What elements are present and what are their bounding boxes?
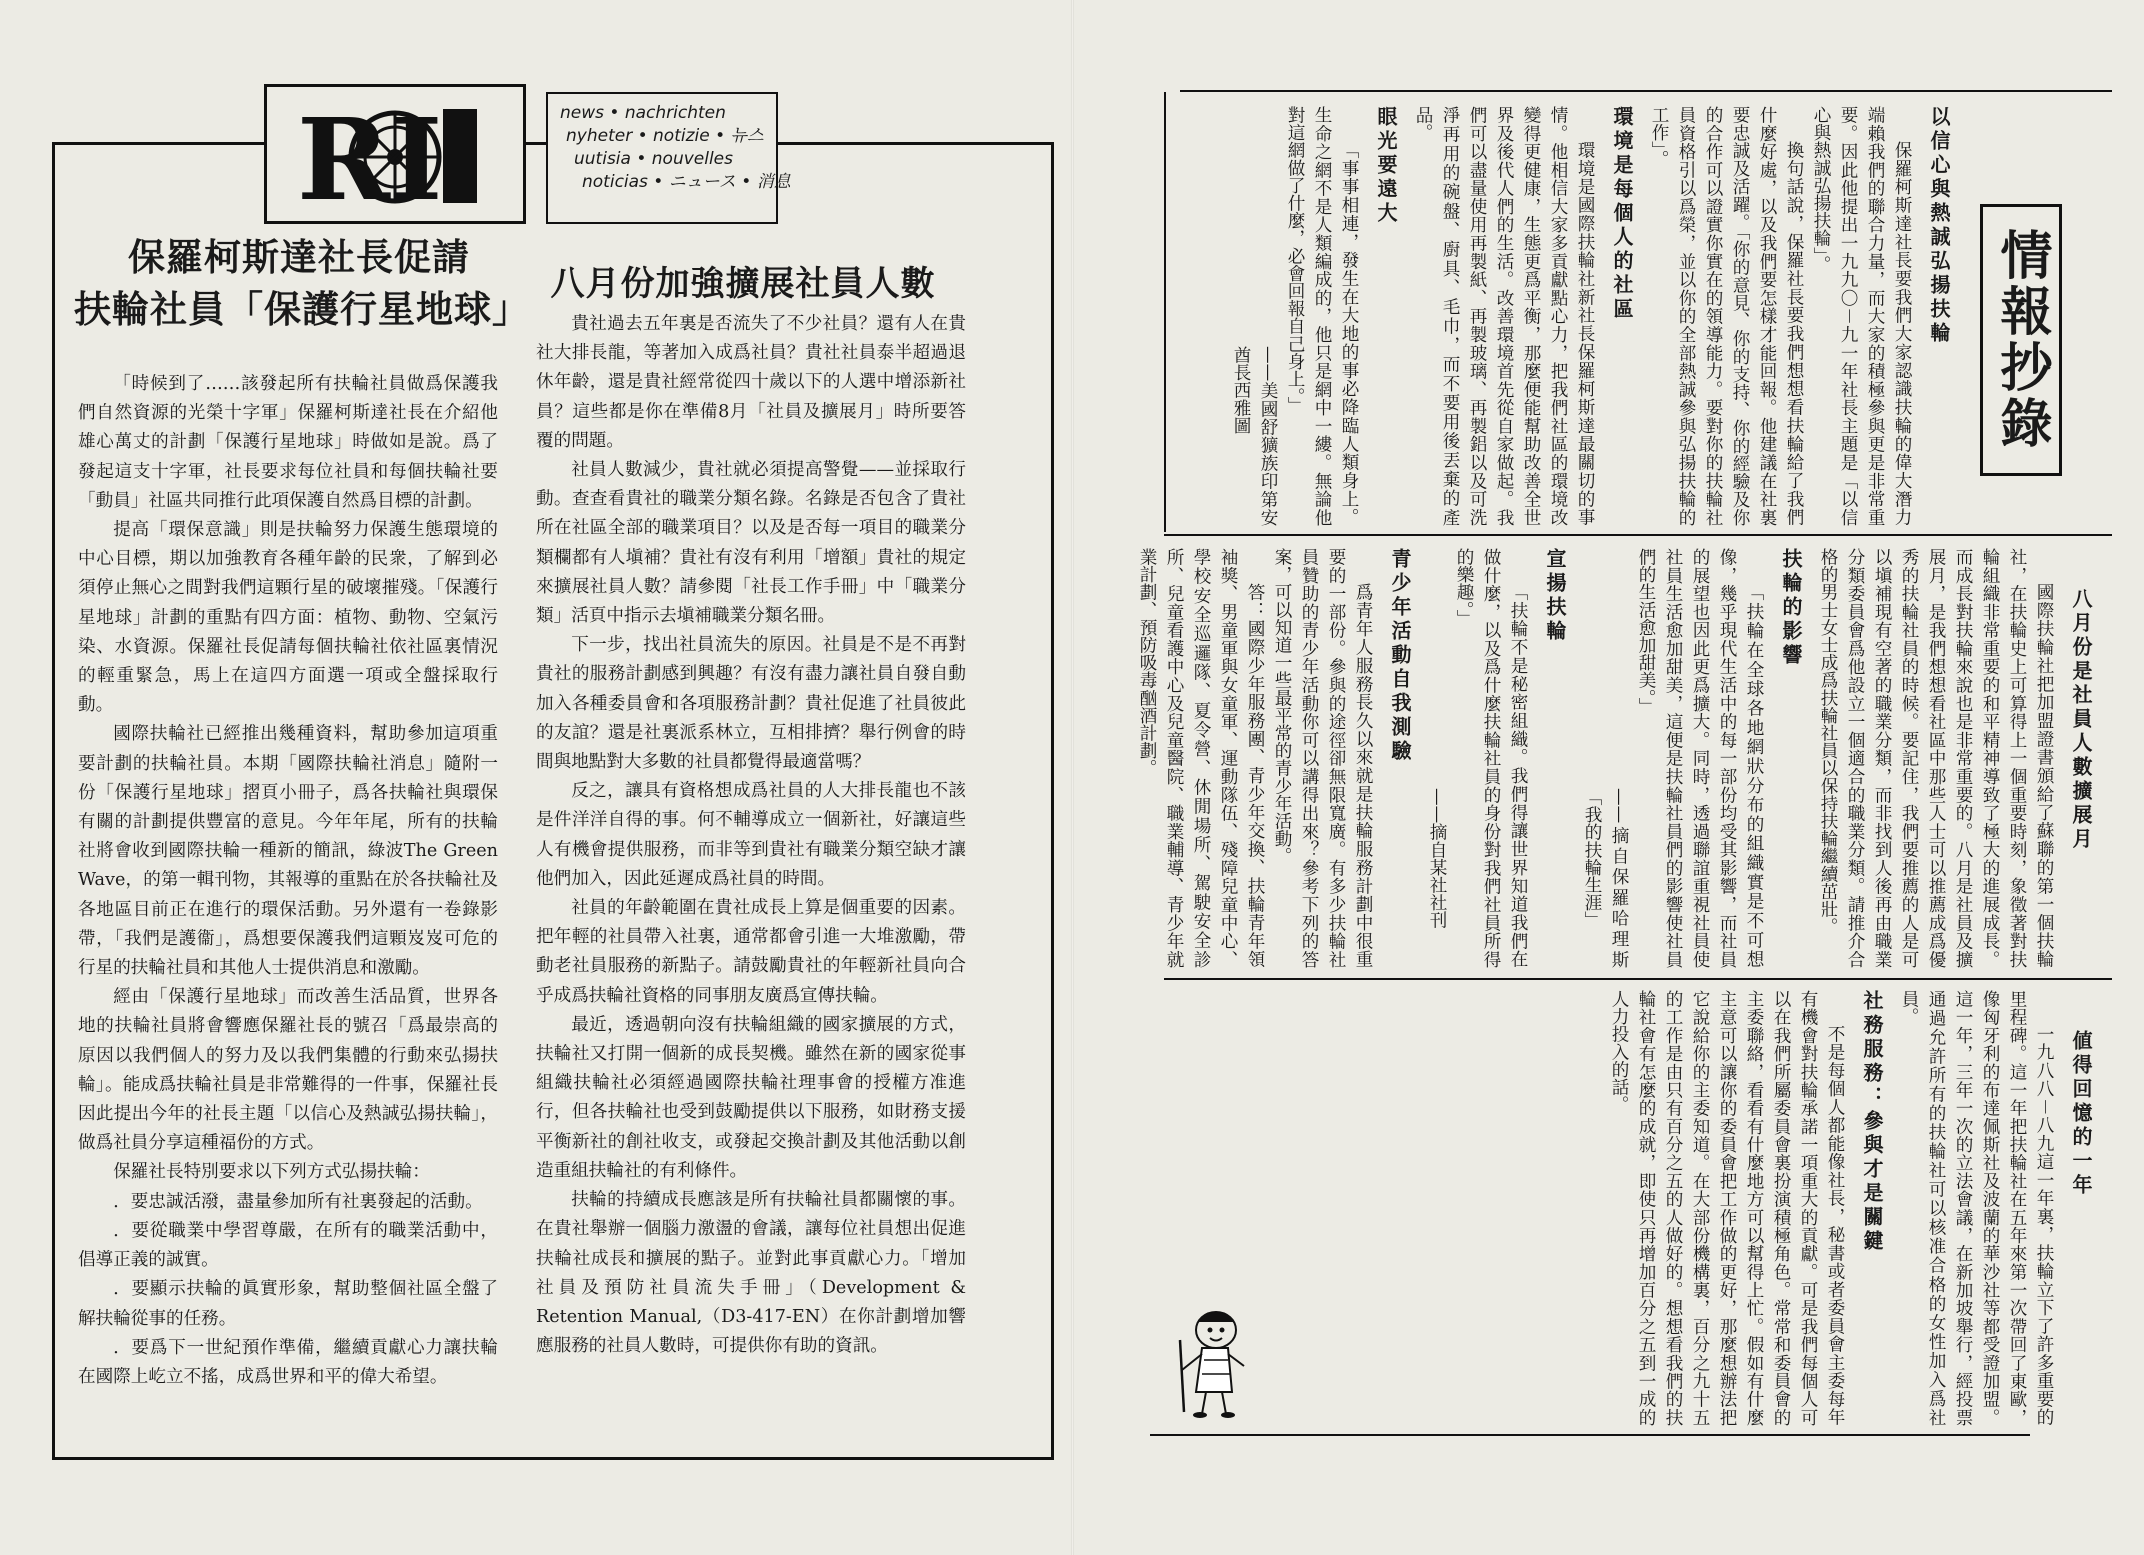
section1-heading-1: 以信心與熱誠弘揚扶輪 <box>1927 106 1951 346</box>
page-fold <box>1071 0 1074 1555</box>
logo-letter-r: RI <box>297 95 443 221</box>
news-line-4: noticias • ニュース • 消息 <box>582 172 791 192</box>
section2-heading-2: 扶輪的影響 <box>1779 548 1803 668</box>
article1-paragraph: 「時候到了……該發起所有扶輪社員做爲保護我們自然資源的光榮十字軍」保羅柯斯達社長在介紹他雄心萬丈的計劃「保護行星地球」時做如是說。爲了發起這支十字軍，社長要求每位社員和每個扶輪社要「動員」社區共同推行此項保護自然爲目標的計劃。 <box>78 374 498 511</box>
middle-rule <box>1164 534 2112 536</box>
ri-logo <box>264 84 526 224</box>
section2-source-2: ——摘自某社社刊 <box>1427 788 1447 929</box>
section1-paragraph: 換句話說，保羅社長要我們想想看扶輪給了我們什麼好處，以及我們要怎樣才能回報。他建議在社裏要忠誠及活躍。「你的意見、你的支持、你的經驗及你的合作可以證實你實在的領導能力。要對你的扶輪社員資格引以爲榮，並以你的全部熱誠參與弘揚扶輪的工作」。 <box>1649 106 1804 526</box>
section3-paragraph: 不是每個人都能像社長，秘書或者委員會主委每年有機會對扶輪承諾一項重大的貢獻。可是我們每個人可以在我們所屬委員會裏扮演積極角色。常常和委員會的主委聯絡，看看有什麼地方可以幫得上忙。假如有什麼主意可以讓你的委員會把工作做的更好，那麼想辦法把它說給你的主委知道。在大部份機構裏，百分之九十五的工作是由只有百分之五的人做好的。想想看我們的扶輪社會有怎麼的成就，即使只再增加百分之五到一成的人力投入的話。 <box>1609 990 1845 1426</box>
article1-paragraph: 經由「保護行星地球」而改善生活品質，世界各地的扶輪社員將會響應保羅社長的號召「爲最崇高的原因以我們個人的努力及以我們集體的行動來弘揚扶輪」。能成爲扶輪社員是非常難得的一件事，保羅社長因此提出今年的社長主題「以信心及熱誠弘揚扶輪」，做爲社員分享這種福份的方式。 <box>78 987 498 1154</box>
article1-paragraph: 國際扶輪社已經推出幾種資料，幫助參加這項重要計劃的扶輪社員。本期「國際扶輪社消息」隨附一份「保護行星地球」摺頁小冊子，爲各扶輪社與環保有關的計劃提供豐富的意見。今年年尾，所有的扶輪社將會收到國際扶輪一種新的簡訊，綠波The Green Wave，的第一輯刊物，其報導的重點在於各扶輪社及各地區目前正在進行的環保活動。另外還有一卷錄影帶，「我們是護衞」，爲想要保護我們這顆岌岌可危的行星的扶輪社員和其他人士提供消息和激勵。 <box>78 724 498 979</box>
section1-heading-3: 眼光要遠大 <box>1374 106 1398 226</box>
section2-heading-3: 宣揚扶輪 <box>1543 548 1567 644</box>
article1-title-line1: 保羅柯斯達社長促請 <box>128 236 470 279</box>
lower-rule <box>1164 978 2112 980</box>
section1-columns <box>1176 106 1962 526</box>
section1-heading-2: 環境是每個人的社區 <box>1610 106 1634 322</box>
section2-source-1: ——摘自保羅哈理斯「我的扶輪生涯」 <box>1582 788 1629 968</box>
section2-quote: 「扶輪在全球各地網狀分布的組織實是不可想像，幾乎現代生活中的每一部份均受其影響，而社員的展望也因此更爲擴大。同時，透過聯誼重視社員使社員生活愈加甜美，這便是扶輪社員們的影響使社員們的生活愈加甜美。」 <box>1636 548 1764 968</box>
section1-paragraph: 環境是國際扶輪社新社長保羅柯斯達最關切的事情。他相信大家多貢獻點心力，把我們社區的環境改變得更健康，生態更爲平衡，那麼便能幫助改善全世界及後代人們的生活。改善環境首先從自家做起。我們可以盡量使用再製紙、再製玻璃、再製鋁以及可洗淨再用的碗盤、廚具、毛巾，而不要用後丟棄的產品。 <box>1413 106 1595 526</box>
section1-source: ——美國舒獷族印第安酋長西雅圖 <box>1231 346 1278 526</box>
section2-quote: 「扶輪不是秘密組織。我們得讓世界知道我們在做什麼，以及爲什麼扶輪社員的身份對我們社員所得的樂趣。」 <box>1454 548 1528 968</box>
article1-list-item: ．要顯示扶輪的眞實形象，幫助整個社區全盤了解扶輪從事的任務。 <box>78 1279 498 1329</box>
article1-list-item: ．要爲下一世紀預作準備，繼續貢獻心力讓扶輪在國際上屹立不搖，成爲世界和平的偉大希望。 <box>78 1337 498 1387</box>
masthead-title: 情報抄錄 <box>1991 228 2051 452</box>
article2-paragraph: 反之，讓具有資格想成爲社員的人大排長龍也不該是件洋洋自得的事。何不輔導成立一個新社，好讓這些人有機會提供服務，而非等到貴社有職業分類空缺才讓他們加入，因此延遲成爲社員的時間。 <box>536 781 966 889</box>
article1-list-item: ．要忠誠活潑，盡量參加所有社裏發起的活動。 <box>113 1191 483 1212</box>
section3-heading-1: 値得回憶的一年 <box>2069 1030 2093 1198</box>
article1-paragraph: 保羅社長特別要求以下列方式弘揚扶輪： <box>113 1162 430 1183</box>
section2-paragraph: 爲青年人服務長久以來就是扶輪服務計劃中很重要的一部份。參與的途徑卻無限寬廣。有多少扶輪社員贊助的青少年活動你可以講得出來？參考下列的答案，可以知道一些最平常的青少年活動。 <box>1272 548 1373 968</box>
article2-title: 八月份加強擴展社員人數 <box>550 264 936 304</box>
section2-heading-4: 青少年活動自我測驗 <box>1388 548 1412 764</box>
masthead-box <box>1980 204 2062 476</box>
rotary-emblem-icon <box>267 87 523 221</box>
section3-columns <box>1176 990 2104 1426</box>
section2-columns <box>1137 548 2104 968</box>
multilingual-news-box <box>546 92 791 224</box>
section1-quote: 「事事相連，發生在大地的事必降臨人類身上。生命之網不是人類編成的，他只是網中一縷。無論他對這網做了什麼，必會回報自己身上。」 <box>1285 106 1359 526</box>
section2-answer: 答：國際少年服務團、青少年交換、扶輪青年領袖獎、男童軍與女童軍、運動隊伍、殘障兒童中心、學校安全巡邏隊、夏令營、休閒場所、駕駛安全診所、兒童看護中心及兒童醫院、職業輔導、青少年就業計劃、預防吸毒酗酒計劃。 <box>1137 548 1265 968</box>
article1-title-line2: 扶輪社員「保護行星地球」 <box>74 288 530 331</box>
top-rule <box>1180 90 2112 92</box>
section1-paragraph: 保羅柯斯達社長要我們大家認識扶輪的偉大潛力端賴我們的聯合力量，而大家的積極參與更是非常重要。因此他提出一九九〇－九一年社長主題是「以信心與熱誠弘揚扶輪」。 <box>1811 106 1912 526</box>
article1-list-item: ．要從職業中學習尊嚴，在所有的職業活動中，倡導正義的誠實。 <box>78 1220 498 1271</box>
section3-heading-2: 社務服務：參與才是關鍵 <box>1860 990 1884 1254</box>
article2-paragraph: 扶輪的持續成長應該是所有扶輪社員都關懷的事。在貴社舉辦一個腦力激盪的會議，讓每位社員想出促進扶輪社成長和擴展的點子。並對此事貢獻心力。「增加社員及預防社員流失手冊」（Development & Retention Manual,（D3-417-EN）在你計劃增加響應服務的社員人數時，可提供你有助的資訊。 <box>536 1190 966 1357</box>
article2-paragraph: 貴社過去五年裏是否流失了不少社員？還有人在貴社大排長龍，等著加入成爲社員？貴社社員泰半超過退休年齡，還是貴社經常從四十歲以下的人選中增添新社員？這些都是你在準備8月「社員及擴展月」時所要答覆的問題。 <box>536 314 966 451</box>
news-line-3: uutisia • nouvelles <box>574 149 734 169</box>
article1-title <box>74 232 530 336</box>
cartoon-figure-illustration <box>1172 1300 1252 1420</box>
section3-paragraph: 一九八八－八九這一年裏，扶輪立下了許多重要的里程碑。這一年把扶輪社在五年來第一次帶回了東歐，像匈牙利的布達佩斯社及波蘭的華沙社等都受證加盟。這一年，三年一次的立法會議，在新加坡舉行，經投票通過允許所有的扶輪社可以核准合格的女性加入爲社員。 <box>1899 990 2054 1426</box>
article2-paragraph: 下一步，找出社員流失的原因。社員是不是不再對貴社的服務計劃感到興趣？有沒有盡力讓社員自發自動加入各種委員會和各項服務計劃？貴社促進了社員彼此的友誼？還是社裏派系林立，互相排擠？舉行例會的時間與地點對大多數的社員都覺得最適當嗎？ <box>536 635 966 773</box>
article2-paragraph: 最近，透過朝向沒有扶輪組織的國家擴展的方式，扶輪社又打開一個新的成長契機。雖然在新的國家從事組織扶輪社必須經過國際扶輪社理事會的授權方准進行，但各扶輪社也受到鼓勵提供以下服務，如財務支援平衡新社的創社收支，或發起交換計劃及其他活動以創造重組扶輪社的有利條件。 <box>536 1014 966 1181</box>
article2-paragraph: 社員人數減少，貴社就必須提高警覺——並採取行動。查查看貴社的職業分類名錄。名錄是否包含了貴社所在社區全部的職業項目？以及是否每一項目的職業分類欄都有人塡補？貴社有沒有利用「增額」貴社的規定來擴展社員人數？請參閱「社長工作手冊」中「職業分類」活頁中指示去塡補職業分類名冊。 <box>536 460 966 627</box>
section2-paragraph: 國際扶輪社把加盟證書頒給了蘇聯的第一個扶輪社，在扶輪史上可算得上一個重要時刻，象徵著對扶輪組織非常重要的和平精神導致了極大的進展成長。而成長對扶輪來說也是非常重要的。八月是社員及擴展月，是我們想想看社區中那些人士可以推薦成爲優秀的扶輪社員的時候。要記住，我們要推薦的人是可以塡補現有空著的職業分類，而非找到人後再由職業分類委員會爲他設立一個適合的職業分類。請推介合格的男士女士成爲扶輪社員以保持扶輪繼續茁壯。 <box>1818 548 2054 968</box>
news-line-1: news • nachrichten <box>560 103 726 123</box>
article2-body <box>536 310 966 1361</box>
section2-heading-1: 八月份是社員人數擴展月 <box>2069 588 2093 852</box>
article2-paragraph: 社員的年齡範圍在貴社成長上算是個重要的因素。把年輕的社員帶入社裏，通常都會引進一大堆激勵，帶動老社員服務的新點子。請鼓勵貴社的年輕新社員向合乎成爲扶輪社資格的同事朋友廣爲宣傳扶輪。 <box>536 898 966 1006</box>
article1-body <box>78 370 498 1392</box>
article1-paragraph: 提高「環保意識」則是扶輪努力保護生態環境的中心目標，期以加強教育各種年齡的民衆，了解到必須停止無心之間對我們這顆行星的破壞摧殘。「保護行星地球」計劃的重點有四方面：植物、動物、空氣污染、水資源。保羅社長促請每個扶輪社依社區裏情況的輕重緊急，馬上在這四方面選一項或全盤採取行動。 <box>78 520 498 716</box>
news-line-2: nyheter • notizie • 뉴스 <box>566 126 764 146</box>
section1-left-rule <box>1164 92 1166 532</box>
footer-rule <box>1150 1434 2030 1436</box>
